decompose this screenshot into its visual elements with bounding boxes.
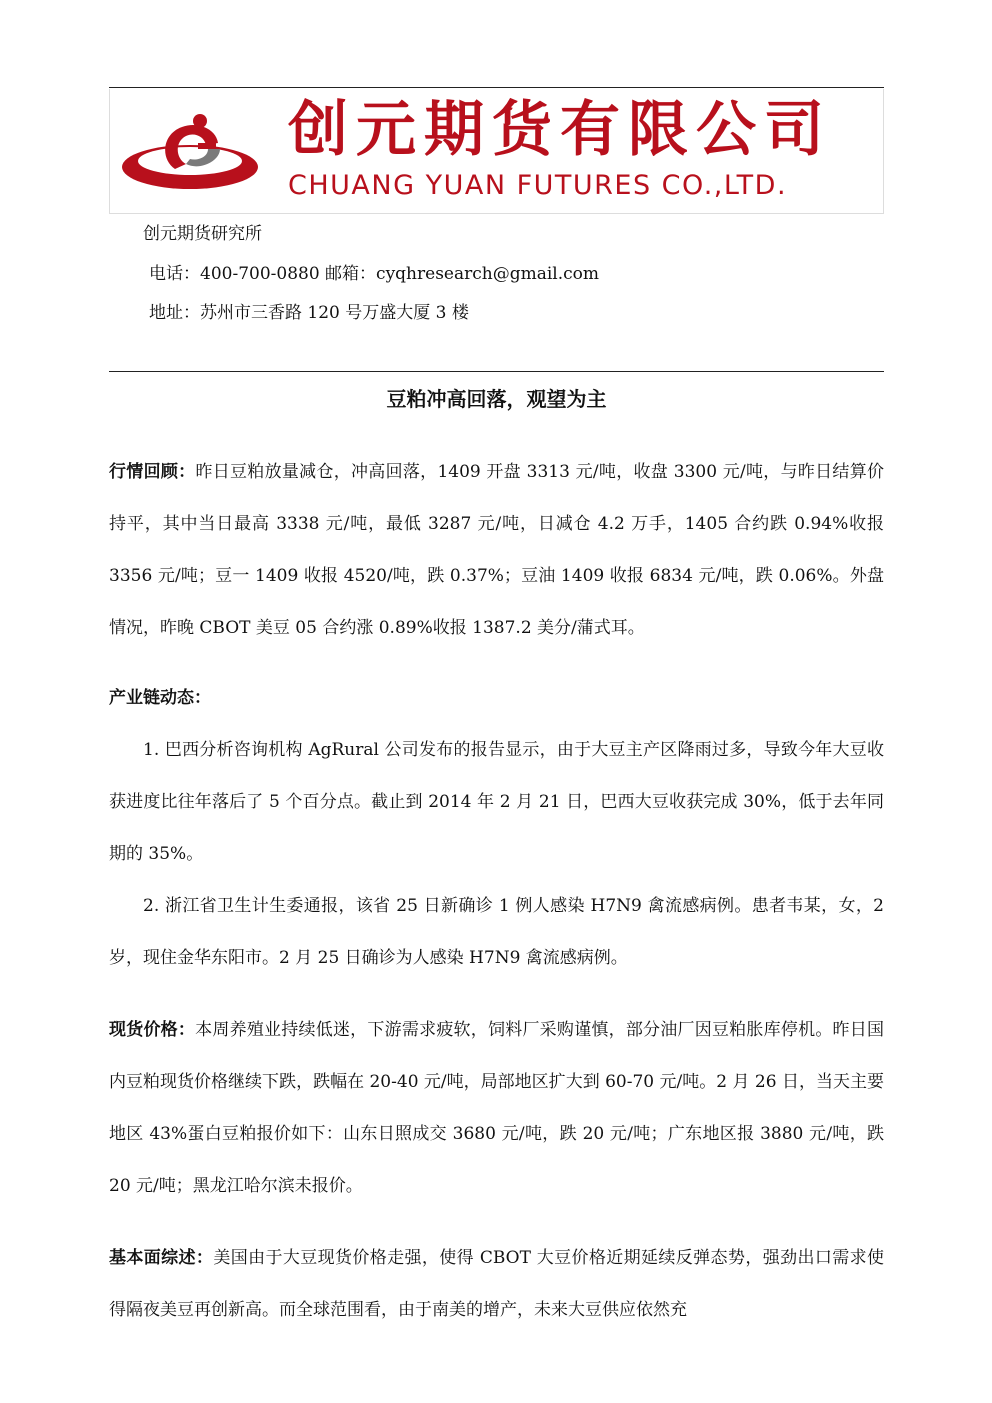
company-logo-icon — [120, 109, 260, 199]
spot-price-paragraph — [109, 1004, 884, 1212]
company-name-cn: 创元期货有限公司 — [288, 95, 832, 165]
industry-heading: 产业链动态： — [109, 688, 211, 708]
spot-price-heading: 现货价格： — [109, 1020, 196, 1040]
institute-name: 创元期货研究所 — [143, 224, 262, 244]
market-review-paragraph — [109, 446, 884, 654]
fundamentals-text: 美国由于大豆现货价格走强，使得 CBOT 大豆价格近期延续反弹态势，强劲出口需求使得隔夜美豆再创新高。而全球范围看，由于南美的增产，未来大豆供应依然充 — [109, 1248, 885, 1320]
company-name-en: CHUANG YUAN FUTURES CO.,LTD. — [288, 170, 788, 201]
market-review-heading: 行情回顾： — [109, 462, 196, 482]
spot-price-text: 本周养殖业持续低迷，下游需求疲软，饲料厂采购谨慎，部分油厂因豆粕胀库停机。昨日国内豆粕现货价格继续下跌，跌幅在 20-40 元/吨，局部地区扩大到 60-70 元/吨。2 月 26 日，当天主要地区 43%蛋白豆粕报价如下：山东日照成交 3680 元/吨，跌 20 元/吨；广东地区报 3880 元/吨，跌 20 元/吨；黑龙江哈尔滨未报价。 — [109, 1020, 885, 1196]
report-title: 豆粕冲高回落，观望为主 — [386, 387, 607, 411]
fundamentals-paragraph — [109, 1232, 884, 1336]
section-divider — [109, 371, 884, 372]
industry-item-2: 2. 浙江省卫生计生委通报，该省 25 日新确诊 1 例人感染 H7N9 禽流感病例。患者韦某，女，2 岁，现住金华东阳市。2 月 25 日确诊为人感染 H7N9 禽流感病例。 — [109, 896, 884, 968]
fundamentals-heading: 基本面综述： — [109, 1248, 214, 1268]
industry-heading-paragraph — [109, 672, 884, 724]
contact-address: 地址：苏州市三香路 120 号万盛大厦 3 楼 — [149, 303, 469, 323]
industry-item-1: 1. 巴西分析咨询机构 AgRural 公司发布的报告显示，由于大豆主产区降雨过多，导致今年大豆收获进度比往年落后了 5 个百分点。截止到 2014 年 2 月 21 日，巴西大豆收获完成 30%，低于去年同期的 35%。 — [109, 740, 884, 864]
contact-phone-email: 电话：400-700-0880 邮箱：cyqhresearch@gmail.com — [149, 264, 600, 284]
company-banner — [109, 89, 884, 214]
header-top-rule — [109, 87, 884, 88]
market-review-text: 昨日豆粕放量减仓，冲高回落，1409 开盘 3313 元/吨，收盘 3300 元/吨，与昨日结算价持平，其中当日最高 3338 元/吨，最低 3287 元/吨，日减仓 4.2 万手，1405 合约跌 0.94%收报 3356 元/吨；豆一 1409 收报 4520/吨，跌 0.37%；豆油 1409 收报 6834 元/吨，跌 0.06%。外盘情况，昨晚 CBOT 美豆 05 合约涨 0.89%收报 1387.2 美分/蒲式耳。 — [109, 462, 885, 638]
